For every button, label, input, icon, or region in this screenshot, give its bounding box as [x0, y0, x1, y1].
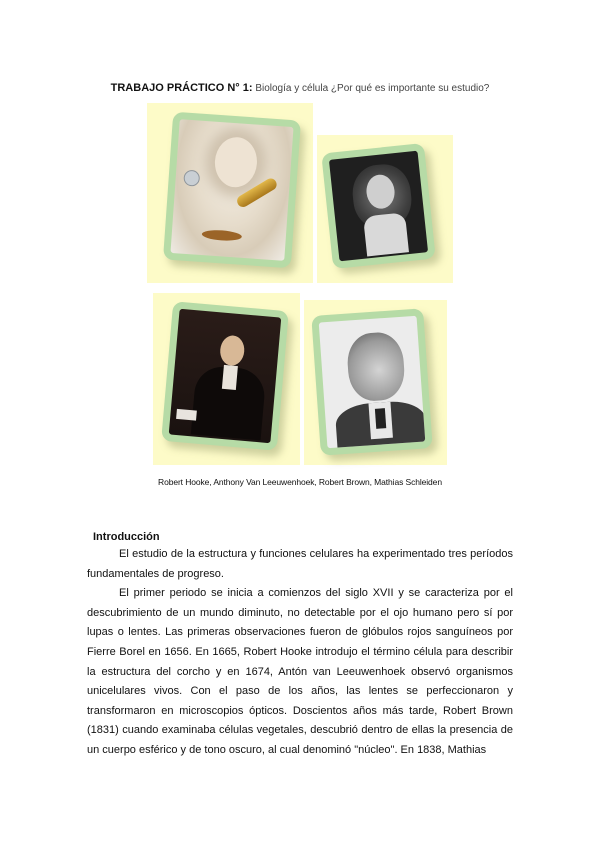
section-heading: Introducción: [93, 531, 160, 543]
portrait-hooke: [163, 112, 301, 269]
portrait-schleiden: [311, 308, 432, 455]
intro-text: [87, 545, 513, 761]
page-title: [0, 82, 600, 94]
portrait-brown: [161, 301, 289, 451]
portrait-leeuwenhoek: [321, 143, 436, 269]
title-subtitle: Biología y célula ¿Por qué es importante su estudio?: [252, 83, 490, 94]
figure-caption: Robert Hooke, Anthony Van Leeuwenhoek, Robert Brown, Mathias Schleiden: [158, 477, 442, 487]
paragraph-1: El estudio de la estructura y funciones celulares ha experimentado tres períodos fundamentales de progreso.: [87, 548, 513, 580]
paragraph-2: El primer periodo se inicia a comienzos del siglo XVII y se caracteriza por el descubrimiento de un mundo diminuto, no detectable por el ojo humano pero sí por lupas o lentes. Las primeras observaciones fueron de glóbulos rojos sanguíneos por Fierre Borel en 1656. En 1665, Robert Hooke introdujo el término célula para describir la estructura del corcho y en 1674, Antón van Leeuwenhoek observó organismos unicelulares vivos. Con el paso de los años, las lentes se perfeccionaron y transformaron en microscopios ópticos. Doscientos años más tarde, Robert Brown (1831) cuando examinaba células vegetales, descubrió dentro de ellas la presencia de un cuerpo esférico y de tono oscuro, al cual denominó "núcleo". En 1838, Mathias: [87, 587, 513, 756]
title-bold: TRABAJO PRÁCTICO N° 1:: [110, 82, 253, 94]
